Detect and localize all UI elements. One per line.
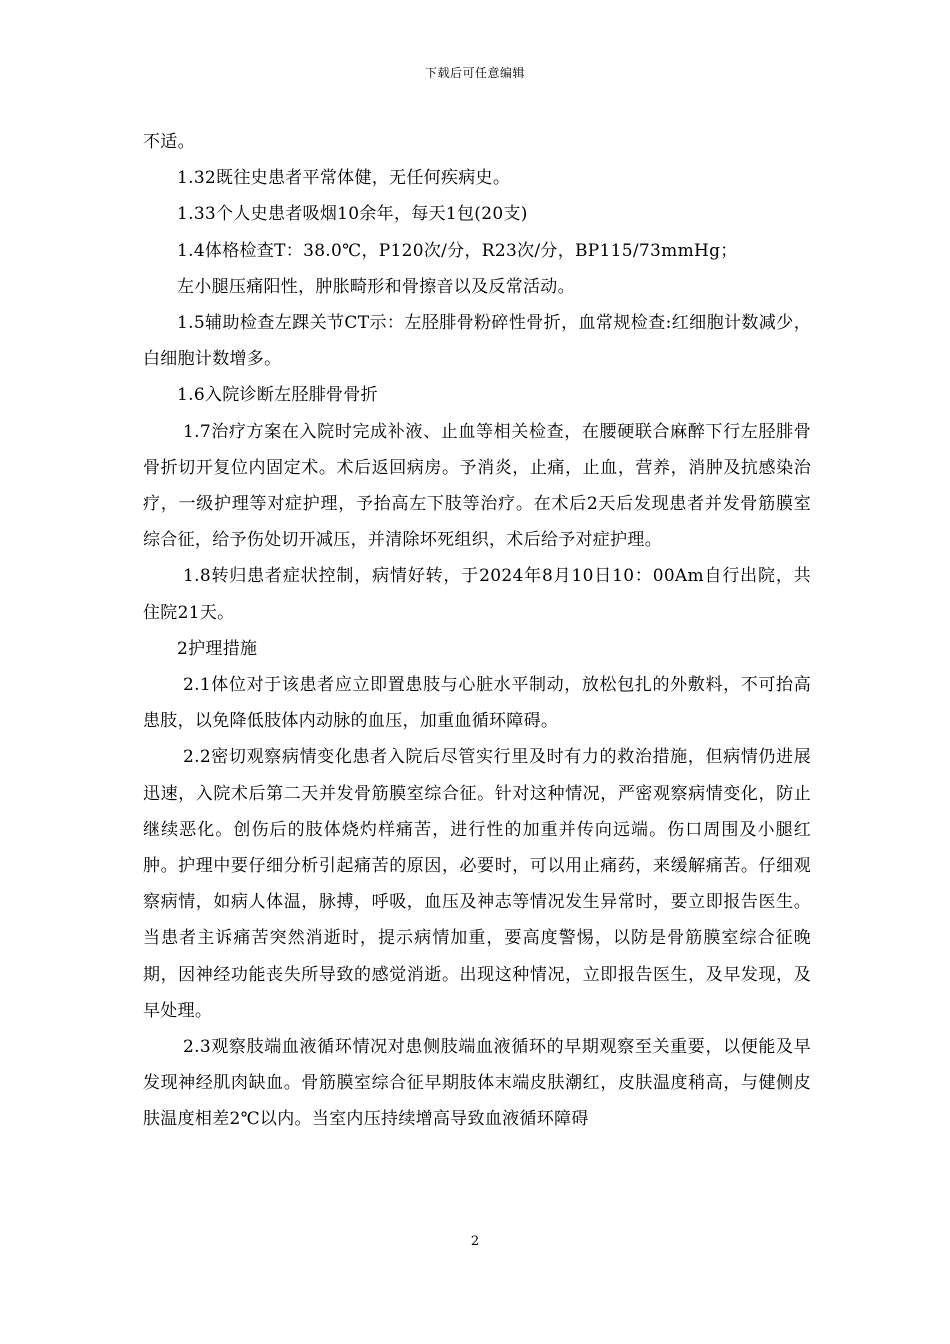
paragraph-physical-exam: 1.4体格检查T：38.0℃，P120次/分，R23次/分，BP115/73mmHg； bbox=[177, 240, 738, 261]
paragraph-treatment-plan: 1.7治疗方案在入院时完成补液、止血等相关检查，在腰硬联合麻醉下行左胫腓骨骨折切开复位内固定术。术后返回病房。予消炎，止痛，止血，营养，消肿及抗感染治疗，一级护理等对症护理，予抬高左下肢等治疗。在术后2天后发现患者并发骨筋膜室综合征，给予伤处切开减压，并清除坏死组织，术后给予对症护理。 bbox=[143, 421, 811, 551]
paragraph-past-history: 1.32既往史患者平常体健，无任何疾病史。 bbox=[177, 168, 511, 189]
paragraph-admission-diagnosis: 1.6入院诊断左胫腓骨骨折 bbox=[177, 385, 378, 406]
paragraph-observe-condition: 2.2密切观察病情变化患者入院后尽管实行里及时有力的救治措施，但病情仍进展迅速，入院术后第二天并发骨筋膜室综合征。针对这种情况，严密观察病情变化，防止继续恶化。创伤后的肢体烧灼样痛苦，进行性的加重并传向远端。伤口周围及小腿红肿。护理中要仔细分析引起痛苦的原因，必要时，可以用止痛药，来缓解痛苦。仔细观察病情，如病人体温，脉搏，呼吸，血压及神志等情况发生异常时，要立即报告医生。当患者主诉痛苦突然消逝时，提示病情加重，要高度警惕，以防是骨筋膜室综合征晚期，因神经功能丧失所导致的感觉消逝。出现这种情况，立即报告医生，及早发现，及早处理。 bbox=[143, 747, 811, 1021]
page-header: 下载后可任意编辑 bbox=[424, 66, 525, 80]
document-body bbox=[143, 124, 811, 1138]
paragraph-continuation: 不适。 bbox=[143, 132, 195, 152]
paragraph-physical-exam-findings: 左小腿压痛阳性，肿胀畸形和骨擦音以及反常活动。 bbox=[177, 276, 575, 297]
section-heading-nursing-measures: 2护理措施 bbox=[177, 638, 258, 659]
paragraph-personal-history: 1.33个人史患者吸烟10余年，每天1包(20支) bbox=[177, 204, 528, 225]
paragraph-auxiliary-exam: 1.5辅助检查左踝关节CT示：左胫腓骨粉碎性骨折，血常规检查:红细胞计数减少，白细胞计数增多。 bbox=[143, 313, 811, 370]
paragraph-observe-circulation: 2.3观察肢端血液循环情况对患侧肢端血液循环的早期观察至关重要，以便能及早发现神经肌肉缺血。骨筋膜室综合征早期肢体末端皮肤潮红，皮肤温度稍高，与健侧皮肤温度相差2℃以内。当室内压持续增高导致血液循环障碍 bbox=[143, 1037, 811, 1130]
paragraph-outcome: 1.8转归患者症状控制，病情好转，于2024年8月10日10：00Am自行出院，共住院21天。 bbox=[143, 566, 811, 623]
page-number: 2 bbox=[470, 1234, 480, 1249]
paragraph-body-position: 2.1体位对于该患者应立即置患肢与心脏水平制动，放松包扎的外敷料，不可抬高患肢，以免降低肢体内动脉的血压，加重血循环障碍。 bbox=[143, 675, 811, 732]
